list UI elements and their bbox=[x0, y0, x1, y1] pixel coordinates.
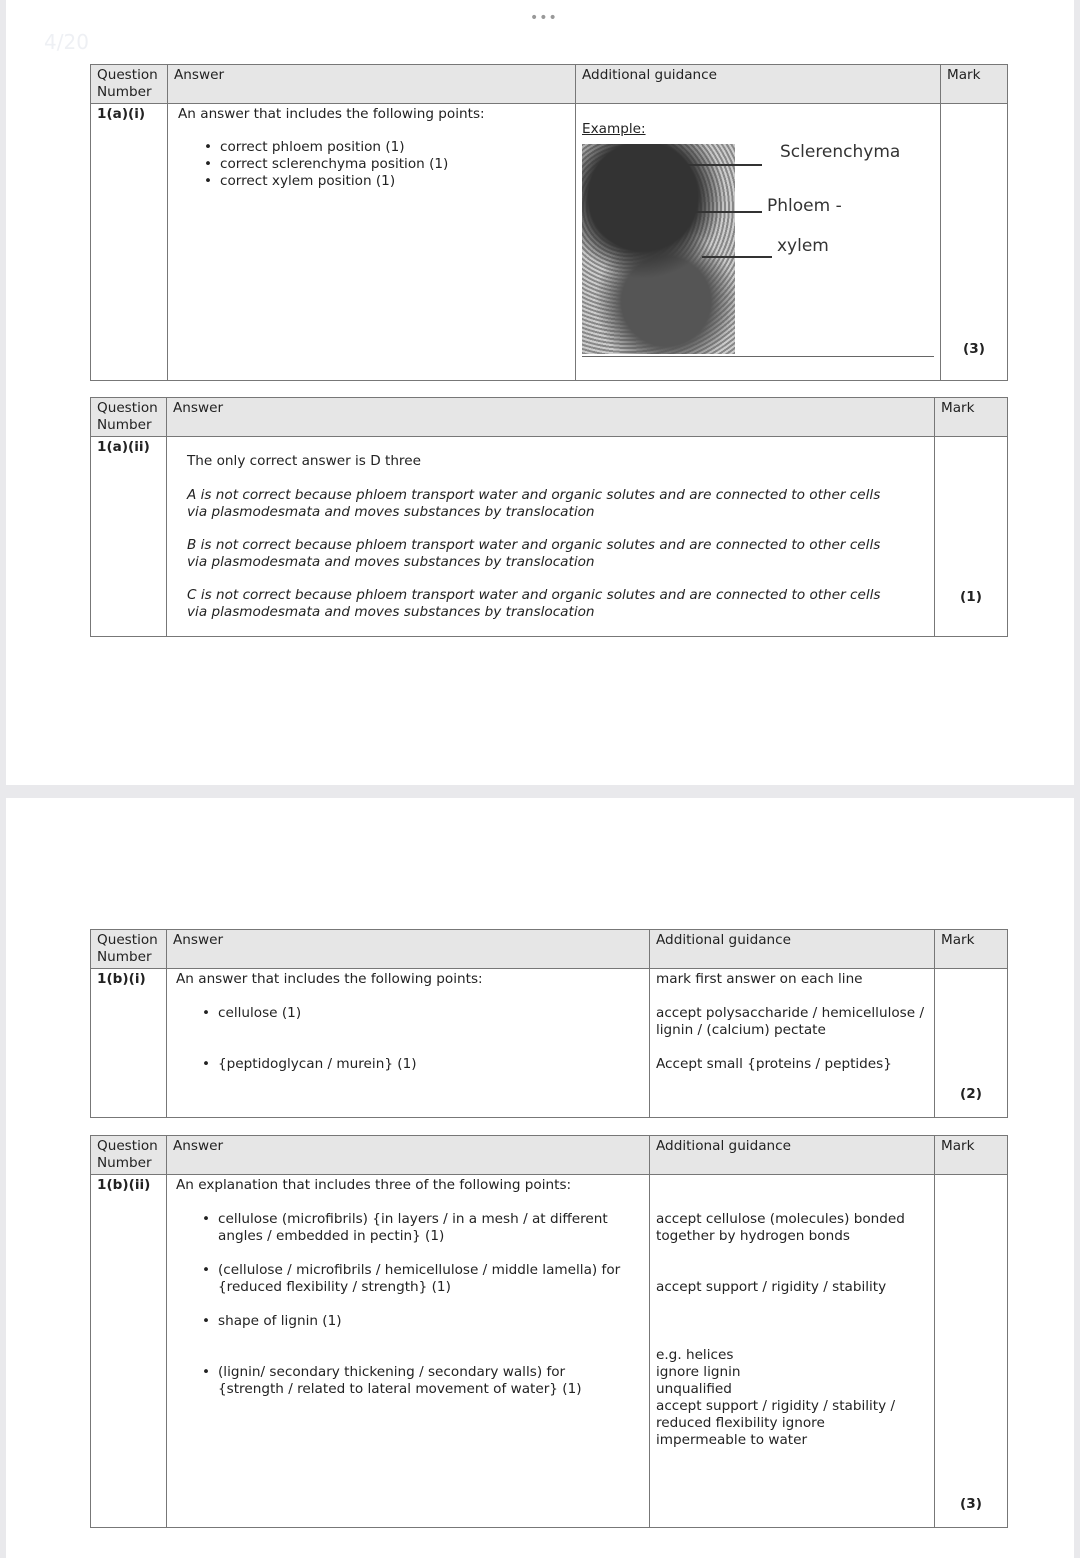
header-mark: Mark bbox=[935, 398, 1008, 437]
answer-point: • cellulose (1) bbox=[198, 1005, 643, 1022]
answer-point: • (cellulose / microfibrils / hemicellulose / middle lamella) for {reduced flexibility / strength} (1) bbox=[198, 1262, 633, 1313]
mark-value: (3) bbox=[935, 1175, 1008, 1528]
correct-answer: The only correct answer is D three bbox=[187, 453, 421, 469]
question-number: 1(a)(i) bbox=[91, 104, 168, 381]
stem-cross-section-figure bbox=[582, 136, 934, 351]
answer-point: • cellulose (microfibrils) {in layers / in a mesh / at different angles / embedded in pectin} (1) bbox=[198, 1211, 633, 1262]
header-guidance: Additional guidance bbox=[650, 1136, 935, 1175]
reason-a: A is not correct because phloem transport water and organic solutes and are connected to other cells via plasmodesmata and moves substances by translocation bbox=[187, 487, 881, 520]
answer-point: • {peptidoglycan / murein} (1) bbox=[198, 1056, 643, 1073]
answer-intro: An answer that includes the following points: bbox=[176, 971, 483, 987]
answer-point: • correct sclerenchyma position (1) bbox=[200, 156, 569, 173]
mark-value: (2) bbox=[935, 969, 1008, 1118]
mark-value: (3) bbox=[941, 104, 1008, 381]
guidance-text: accept cellulose (molecules) bonded together by hydrogen bonds bbox=[656, 1211, 905, 1244]
question-number: 1(b)(ii) bbox=[91, 1175, 167, 1528]
header-answer: Answer bbox=[167, 1136, 650, 1175]
example-label: Example: bbox=[582, 121, 646, 137]
label-sclerenchyma: Sclerenchyma bbox=[780, 142, 901, 162]
guidance-text: Accept small {proteins / peptides} bbox=[656, 1056, 892, 1072]
header-question-number: Question Number bbox=[91, 1136, 167, 1175]
page-2 bbox=[6, 798, 1074, 1558]
answer-point: • correct xylem position (1) bbox=[200, 173, 569, 190]
guidance-text: accept support / rigidity / stability / reduced flexibility ignore impermeable to water bbox=[656, 1398, 896, 1448]
header-question-number: Question Number bbox=[91, 398, 167, 437]
question-number: 1(a)(ii) bbox=[91, 437, 167, 637]
reason-c: C is not correct because phloem transport water and organic solutes and are connected to other cells via plasmodesmata and moves substances by translocation bbox=[187, 587, 881, 620]
header-guidance: Additional guidance bbox=[576, 65, 941, 104]
more-options-icon[interactable]: ••• bbox=[530, 10, 558, 26]
header-guidance: Additional guidance bbox=[650, 930, 935, 969]
answer-point: • shape of lignin (1) bbox=[198, 1313, 633, 1364]
mark-table-1ai bbox=[90, 64, 1008, 381]
label-xylem: xylem bbox=[777, 236, 829, 256]
page-1 bbox=[6, 0, 1074, 785]
micrograph-image bbox=[582, 144, 735, 354]
header-question-number: Question Number bbox=[91, 65, 168, 104]
reason-b: B is not correct because phloem transport water and organic solutes and are connected to other cells via plasmodesmata and moves substances by translocation bbox=[187, 537, 881, 570]
header-question-number: Question Number bbox=[91, 930, 167, 969]
label-phloem: Phloem - bbox=[767, 196, 842, 216]
header-answer: Answer bbox=[168, 65, 576, 104]
header-answer: Answer bbox=[167, 398, 935, 437]
mark-table-1aii bbox=[90, 397, 1008, 637]
guidance-text: mark first answer on each line bbox=[656, 971, 863, 987]
header-mark: Mark bbox=[935, 930, 1008, 969]
answer-intro: An answer that includes the following points: bbox=[178, 106, 485, 122]
page-indicator: 4/20 bbox=[44, 30, 89, 54]
guidance-text: accept support / rigidity / stability bbox=[656, 1279, 887, 1295]
header-answer: Answer bbox=[167, 930, 650, 969]
guidance-text: e.g. helices ignore lignin unqualified bbox=[656, 1347, 741, 1397]
answer-intro: An explanation that includes three of the following points: bbox=[176, 1177, 572, 1193]
answer-point: • correct phloem position (1) bbox=[200, 139, 569, 156]
guidance-text: accept polysaccharide / hemicellulose / lignin / (calcium) pectate bbox=[656, 1005, 925, 1038]
mark-table-1bi bbox=[90, 929, 1008, 1118]
mark-table-1bii bbox=[90, 1135, 1008, 1528]
header-mark: Mark bbox=[941, 65, 1008, 104]
answer-point: • (lignin/ secondary thickening / secondary walls) for {strength / related to lateral movement of water} (1) bbox=[198, 1364, 633, 1398]
question-number: 1(b)(i) bbox=[91, 969, 167, 1118]
header-mark: Mark bbox=[935, 1136, 1008, 1175]
mark-value: (1) bbox=[935, 437, 1008, 637]
